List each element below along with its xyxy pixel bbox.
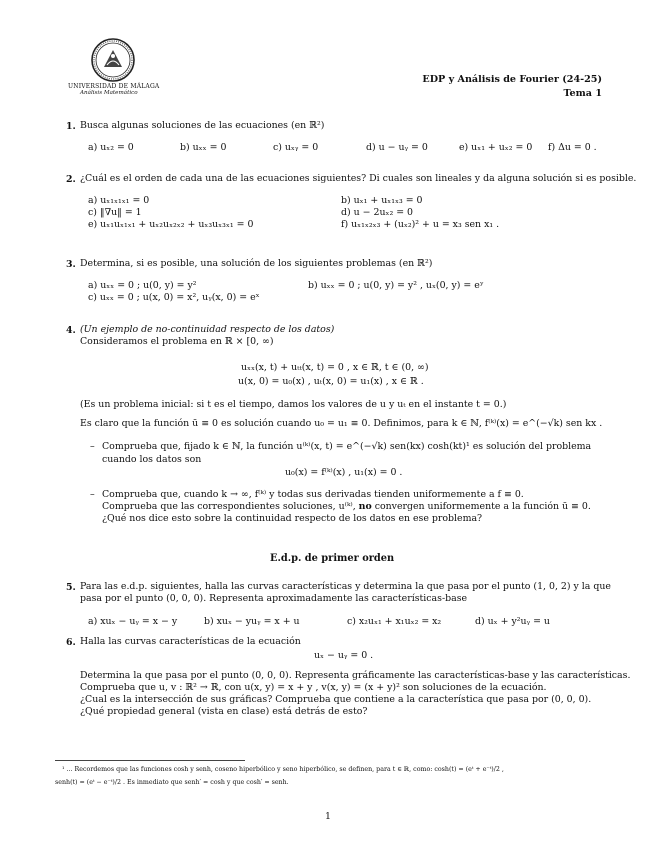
problem-5-item-d: d) uₓ + y²uᵧ = u <box>475 616 550 627</box>
problem-1-item-a: a) uₓ₂ = 0 <box>88 142 134 153</box>
problem-4-bullet-1-line-2: cuando los datos son <box>102 454 202 465</box>
problem-3-item-b: b) uₓₓ = 0 ; u(0, y) = y² , uₓ(0, y) = eʸ <box>308 280 484 291</box>
problem-1-item-e: e) uₓ₁ + uₓ₂ = 0 <box>459 142 533 153</box>
problem-6-equation: uₓ − uᵧ = 0 . <box>314 650 374 661</box>
problem-4-bullet-2-line-3: ¿Qué nos dice esto sobre la continuidad respecto de los datos en ese problema? <box>102 513 483 524</box>
department-name: Análisis Matemático <box>80 90 138 96</box>
problem-6-number: 6. <box>66 637 76 648</box>
footnote-rule <box>55 760 245 761</box>
bullet-dash-2: – <box>90 489 95 500</box>
problem-6-line-1: Halla las curvas características de la ecuación <box>80 636 301 647</box>
problem-4-title: (Un ejemplo de no-continuidad respecto de los datos) <box>80 324 335 335</box>
problem-6-line-2: Determina la que pasa por el punto (0, 0, 0). Representa gráficamente las características-base y las características. <box>80 670 631 681</box>
problem-5-line-1: Para las e.d.p. siguientes, halla las curvas características y determina la que pasa por el punto (1, 0, 2) y la que <box>80 581 611 592</box>
problem-5-item-c: c) x₂uₓ₁ + x₁uₓ₂ = x₂ <box>347 616 442 627</box>
university-name: UNIVERSIDAD DE MÁLAGA <box>68 83 160 90</box>
section-title: E.d.p. de primer orden <box>270 553 395 564</box>
problem-4-bullet-1-equation: u₀(x) = f⁽ᵏ⁾(x) , u₁(x) = 0 . <box>285 467 403 478</box>
problem-6-line-5: ¿Qué propiedad general (vista en clase) está detrás de esto? <box>80 706 368 717</box>
problem-1-number: 1. <box>66 121 76 132</box>
problem-1-item-b: b) uₓₓ = 0 <box>180 142 227 153</box>
problem-1-item-d: d) u − uᵧ = 0 <box>366 142 428 153</box>
problem-6-line-3: Comprueba que u, v : ℝ² → ℝ, con u(x, y) = x + y , v(x, y) = (x + y)² son soluciones de la ecuación. <box>80 682 547 693</box>
problem-4-note: (Es un problema inicial: si t es el tiempo, damos los valores de u y uₜ en el instante t = 0.) <box>80 399 507 410</box>
problem-4-bullet-2-post: convergen uniformemente a la función ū ≡ 0. <box>374 501 591 512</box>
problem-2-text: ¿Cuál es el orden de cada una de las ecuaciones siguientes? Di cuales son lineales y da alguna solución si es posible. <box>80 173 637 184</box>
problem-2-item-b: b) uₓ₁ + uₓ₁ₓ₃ = 0 <box>341 195 423 206</box>
problem-3-number: 3. <box>66 259 76 270</box>
problem-5-item-b: b) xuₓ − yuᵧ = x + u <box>204 616 300 627</box>
problem-4-bullet-2-line-1: Comprueba que, cuando k → ∞, f⁽ᵏ⁾ y todas sus derivadas tienden uniformemente a f ≡ 0. <box>102 489 524 500</box>
problem-4-number: 4. <box>66 325 76 336</box>
problem-4-bullet-2-pre: Comprueba que las correspondientes soluciones, u⁽ᵏ⁾, <box>102 501 356 512</box>
problem-4-bullet-1-line-1: Comprueba que, fijado k ∈ ℕ, la función u⁽ᵏ⁾(x, t) = e^(−√k) sen(kx) cosh(kt)¹ es solución del problema <box>102 441 592 452</box>
problem-2-item-e: e) uₓ₁uₓ₁ₓ₁ + uₓ₂uₓ₂ₓ₂ + uₓ₃uₓ₃ₓ₁ = 0 <box>88 219 254 230</box>
problem-2-item-c: c) ‖∇u‖ = 1 <box>88 207 142 218</box>
problem-3-item-a: a) uₓₓ = 0 ; u(0, y) = y² <box>88 280 197 291</box>
topic-label: Tema 1 <box>563 88 602 99</box>
problem-6-line-4: ¿Cual es la intersección de sus gráficas? Comprueba que contiene a la característica que pasa por (0, 0, 0). <box>80 694 592 705</box>
problem-1-text: Busca algunas soluciones de las ecuaciones (en ℝ²) <box>80 120 325 131</box>
problem-1-item-f: f) Δu = 0 . <box>548 142 597 153</box>
problem-4-equation-1: uₓₓ(x, t) + uₜₜ(x, t) = 0 , x ∈ ℝ, t ∈ (0, ∞) <box>241 362 429 373</box>
problem-4-intro: Consideramos el problema en ℝ × [0, ∞) <box>80 336 274 347</box>
problem-5-number: 5. <box>66 582 76 593</box>
problem-2-item-a: a) uₓ₁ₓ₁ₓ₁ = 0 <box>88 195 150 206</box>
university-seal-logo <box>90 37 136 83</box>
problem-5-item-a: a) xuₓ − uᵧ = x − y <box>88 616 178 627</box>
problem-4-claim: Es claro que la función ū ≡ 0 es solución cuando u₀ = u₁ ≡ 0. Definimos, para k ∈ ℕ, f⁽ᵏ⁾(x) = e^(−√k) sen kx . <box>80 418 603 429</box>
problem-3-text: Determina, si es posible, una solución de los siguientes problemas (en ℝ²) <box>80 258 433 269</box>
problem-1-item-c: c) uₓᵧ = 0 <box>273 142 319 153</box>
footnote-line-1: ¹ ... Recordemos que las funciones cosh y senh, coseno hiperbólico y seno hiperbólico, se definen, para t ∈ ℝ, como: cosh(t) = (eᵗ + e⁻ᵗ)/2 , <box>62 766 504 773</box>
problem-2-number: 2. <box>66 174 76 185</box>
course-title: EDP y Análisis de Fourier (24-25) <box>422 74 602 85</box>
problem-3-item-c: c) uₓₓ = 0 ; u(x, 0) = x², uᵧ(x, 0) = eˣ <box>88 292 260 303</box>
bullet-dash-1: – <box>90 441 95 452</box>
page-number: 1 <box>325 811 331 822</box>
problem-2-item-d: d) u − 2uₓ₂ = 0 <box>341 207 414 218</box>
problem-4-bullet-2-line-2 <box>102 501 591 513</box>
problem-4-bullet-2-bold: no <box>358 501 372 512</box>
problem-2-item-f: f) uₓ₁ₓ₂ₓ₃ + (uₓ₂)² + u = x₃ sen x₁ . <box>341 219 500 230</box>
problem-4-equation-2: u(x, 0) = u₀(x) , uₜ(x, 0) = u₁(x) , x ∈ ℝ . <box>238 376 424 387</box>
footnote-line-2: senh(t) = (eᵗ − e⁻ᵗ)/2 . Es inmediato que senh′ = cosh y que cosh′ = senh. <box>55 779 289 786</box>
problem-5-line-2: pasa por el punto (0, 0, 0). Representa aproximadamente las características-base <box>80 593 468 604</box>
